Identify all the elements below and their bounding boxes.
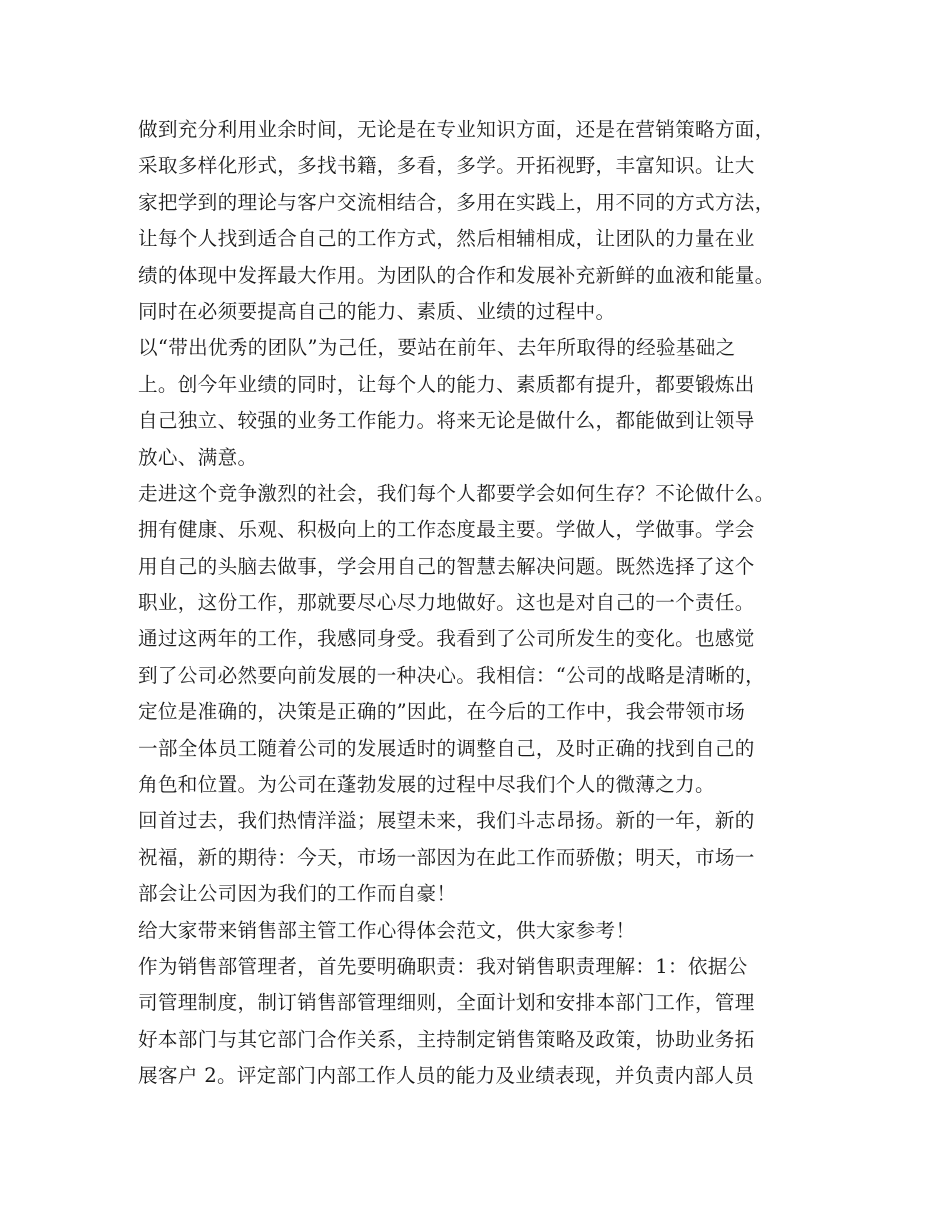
text-line: 给大家带来销售部主管工作心得体会范文，供大家参考！ (138, 918, 636, 942)
text-line: 职业，这份工作，那就要尽心尽力地做好。这也是对自己的一个责任。 (138, 591, 755, 615)
text-line: 部会让公司因为我们的工作而自豪！ (138, 882, 457, 906)
text-line: 做到充分利用业余时间，无论是在专业知识方面，还是在营销策略方面， (138, 118, 775, 141)
text-line: 让每个人找到适合自己的工作方式，然后相辅相成，让团队的力量在业 (138, 227, 755, 251)
text-line: 家把学到的理论与客户交流相结合，多用在实践上，用不同的方式方法， (138, 190, 775, 214)
document-body (138, 112, 818, 1095)
text-line: 祝福，新的期待：今天，市场一部因为在此工作而骄傲；明天，市场一 (138, 845, 755, 869)
text-line: 上。创今年业绩的同时，让每个人的能力、素质都有提升，都要锻炼出 (138, 372, 755, 396)
text-line: 角色和位置。为公司在蓬勃发展的过程中尽我们个人的微薄之力。 (138, 773, 715, 797)
text-line: 司管理制度，制订销售部管理细则，全面计划和安排本部门工作，管理 (138, 991, 755, 1015)
text-line: 绩的体现中发挥最大作用。为团队的合作和发展补充新鲜的血液和能量。 (138, 263, 775, 287)
text-line: 作为销售部管理者，首先要明确职责：我对销售职责理解：1：依据公 (138, 954, 748, 978)
text-line: 采取多样化形式，多找书籍，多看，多学。开拓视野，丰富知识。让大 (138, 154, 755, 178)
text-line: 拥有健康、乐观、积极向上的工作态度最主要。学做人，学做事。学会 (138, 518, 755, 542)
text-line: 走进这个竞争激烈的社会，我们每个人都要学会如何生存？不论做什么。 (138, 481, 775, 505)
text-line: 同时在必须要提高自己的能力、素质、业绩的过程中。 (138, 299, 616, 323)
text-line: 回首过去，我们热情洋溢；展望未来，我们斗志昂扬。新的一年，新的 (138, 809, 755, 833)
text-line: 定位是准确的，决策是正确的”因此，在今后的工作中，我会带领市场 (138, 700, 746, 724)
text-line: 通过这两年的工作，我感同身受。我看到了公司所发生的变化。也感觉 (138, 627, 755, 651)
text-line: 以“带出优秀的团队”为己任，要站在前年、去年所取得的经验基础之 (138, 336, 736, 360)
text-line: 一部全体员工随着公司的发展适时的调整自己，及时正确的找到自己的 (138, 736, 755, 760)
text-line: 展客户 2。评定部门内部工作人员的能力及业绩表现，并负责内部人员 (138, 1064, 755, 1088)
text-line: 自己独立、较强的业务工作能力。将来无论是做什么，都能做到让领导 (138, 409, 755, 433)
text-line: 好本部门与其它部门合作关系，主持制定销售策略及政策，协助业务拓 (138, 1027, 755, 1051)
text-line: 用自己的头脑去做事，学会用自己的智慧去解决问题。既然选择了这个 (138, 554, 755, 578)
text-line: 放心、满意。 (138, 445, 258, 469)
text-line: 到了公司必然要向前发展的一种决心。我相信：“公司的战略是清晰的， (138, 663, 766, 687)
